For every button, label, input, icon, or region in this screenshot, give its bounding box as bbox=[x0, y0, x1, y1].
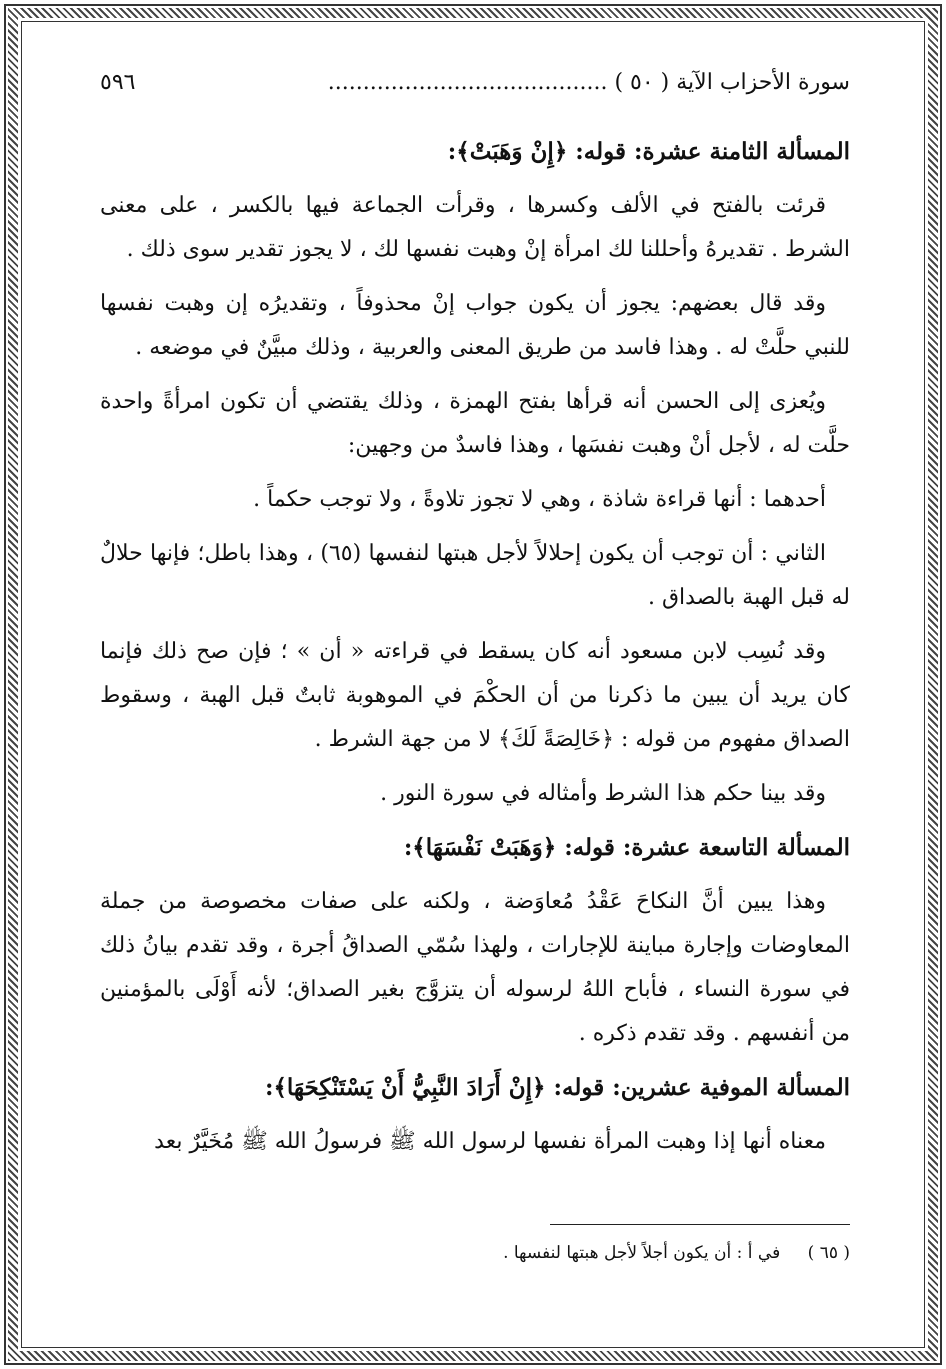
section-heading-20: المسألة الموفية عشرين: قوله: ﴿إِنْ أَرَادَ النَّبِيُّ أَنْ يَسْتَنْكِحَهَا﴾: bbox=[264, 1074, 850, 1101]
footnote-number: ( ٦٥ ) bbox=[807, 1243, 850, 1263]
section-heading-18: المسألة الثامنة عشرة: قوله: ﴿إِنْ وَهَبَتْ﴾: bbox=[447, 138, 850, 165]
paragraph: وقد نُسِب لابن مسعود أنه كان يسقط في قراءته « أن » ؛ فإن صح ذلك فإنما كان يريد أن يبين ما ذكرنا من أن الحكْمَ في الموهوبة ثابتٌ قبل الهبة ، وسقوط الصداق مفهوم من قوله : ﴿خَالِصَةً لَكَ﴾ لا من جهة الشرط . bbox=[100, 639, 850, 752]
paragraph: وهذا يبين أنَّ النكاحَ عَقْدُ مُعاوَضة ، ولكنه على صفات مخصوصة من جملة المعاوضات وإجارة مباينة للإجارات ، ولهذا سُمّي الصداقُ أجرة ، وقد تقدم بيانُ ذلك في سورة النساء ، فأباح اللهُ لرسوله أن يتزوَّج بغير الصداق؛ لأنه أَوْلَى بالمؤمنين من أنفسهم . وقد تقدم ذكره . bbox=[100, 889, 850, 1046]
paragraph: أحدهما : أنها قراءة شاذة ، وهي لا تجوز تلاوةً ، ولا توجب حكماً . bbox=[253, 487, 826, 512]
paragraph: قرئت بالفتح في الألف وكسرها ، وقرأت الجماعة فيها بالكسر ، على معنى الشرط . تقديرهُ وأحللنا لك امرأة إنْ وهبت نفسها لك ، لا يجوز تقدير سوى ذلك . bbox=[100, 193, 850, 262]
paragraph: الثاني : أن توجب أن يكون إحلالاً لأجل هبتها لنفسها (٦٥) ، وهذا باطل؛ فإنها حلالٌ له قبل الهبة بالصداق . bbox=[100, 541, 850, 610]
page-content bbox=[100, 62, 850, 1174]
page-number: ٥٩٦ bbox=[100, 69, 136, 95]
running-title: سورة الأحزاب الآية ( ٥٠ ) ........................................ bbox=[327, 69, 850, 95]
footnote-separator bbox=[550, 1224, 850, 1225]
paragraph: معناه أنها إذا وهبت المرأة نفسها لرسول الله ﷺ فرسولُ الله ﷺ مُخَيَّرٌ بعد bbox=[154, 1129, 826, 1154]
section-heading-19: المسألة التاسعة عشرة: قوله: ﴿وَهَبَتْ نَفْسَهَا﴾: bbox=[403, 834, 850, 861]
paragraph: ويُعزى إلى الحسن أنه قرأها بفتح الهمزة ، وذلك يقتضي أن تكون امرأةً واحدة حلَّت له ، لأجل أنْ وهبت نفسَها ، وهذا فاسدٌ من وجهين: bbox=[100, 389, 850, 458]
footnote-text: في أ : أن يكون أجلاً لأجل هبتها لنفسها . bbox=[503, 1243, 781, 1263]
footnote bbox=[100, 1238, 850, 1268]
paragraph: وقد بينا حكم هذا الشرط وأمثاله في سورة النور . bbox=[380, 781, 826, 806]
paragraph: وقد قال بعضهم: يجوز أن يكون جواب إنْ محذوفاً ، وتقديرُه إن وهبت نفسها للنبي حلَّتْ له . وهذا فاسد من طريق المعنى والعربية ، وذلك مبيَّنٌ في موضعه . bbox=[100, 291, 850, 360]
running-header bbox=[100, 62, 850, 102]
